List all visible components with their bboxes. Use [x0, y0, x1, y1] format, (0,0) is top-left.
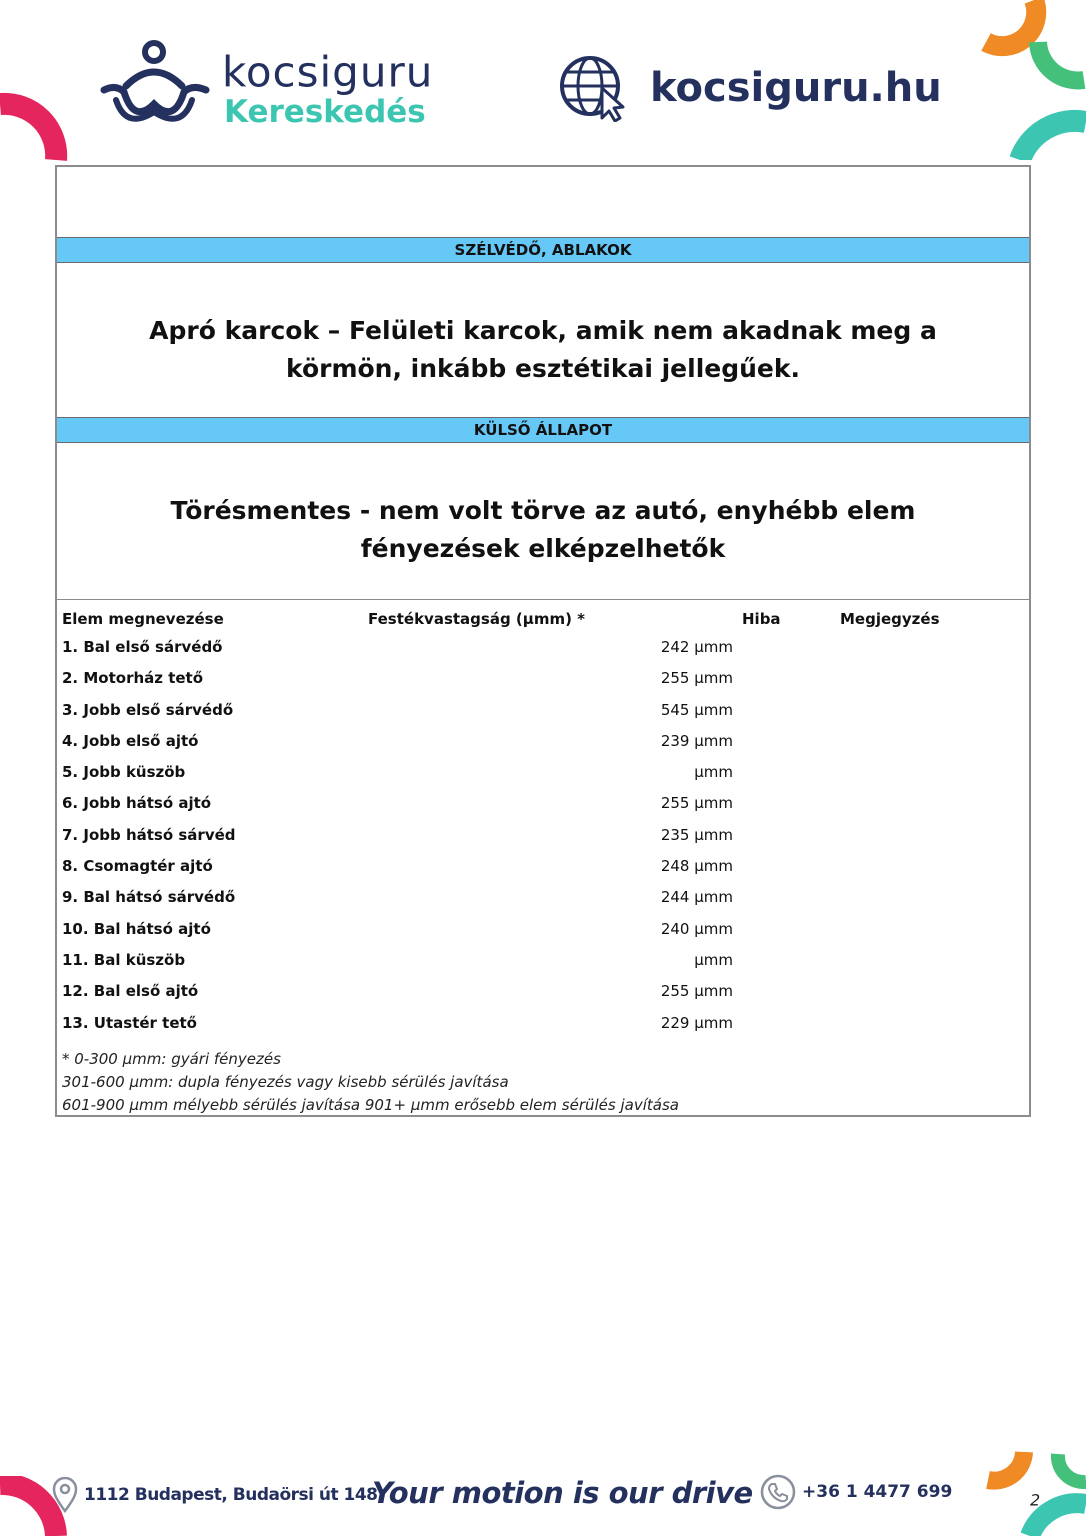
row-thickness: 240 µmm [660, 919, 733, 938]
table-header [57, 604, 1029, 632]
guru-logo-icon [96, 38, 216, 130]
row-thickness: 545 µmm [660, 700, 733, 719]
row-element: 2. Motorház tető [62, 669, 204, 688]
table-row [57, 914, 1029, 945]
inspection-report [55, 165, 1031, 1117]
header-note: Megjegyzés [840, 610, 940, 628]
section-exterior-title: KÜLSŐ ÁLLAPOT [57, 417, 1029, 443]
table-row [57, 788, 1029, 819]
page-number: 2 [1030, 1490, 1041, 1510]
table-row [57, 695, 1029, 726]
paint-thickness-table [57, 599, 1029, 1114]
row-thickness: 235 µmm [660, 825, 733, 844]
table-row [57, 945, 1029, 976]
row-thickness: 244 µmm [660, 888, 733, 907]
footer-phone[interactable]: +36 1 4477 699 [802, 1482, 953, 1502]
brand-logo [96, 38, 486, 138]
footer-slogan: Your motion is our drive [372, 1476, 753, 1510]
legend-line: * 0-300 µmm: gyári fényezés [62, 1050, 281, 1068]
table-row [57, 726, 1029, 757]
brand-name: kocsiguru [222, 47, 434, 97]
footer-address: 1112 Budapest, Budaörsi út 148. [84, 1485, 384, 1505]
table-rows [57, 632, 1029, 1039]
row-element: 4. Jobb első ajtó [62, 731, 199, 750]
header-fault: Hiba [742, 610, 781, 628]
table-row [57, 820, 1029, 851]
section-windows-title: SZÉLVÉDŐ, ABLAKOK [57, 237, 1029, 263]
row-element: 6. Jobb hátsó ajtó [62, 794, 212, 813]
header-element: Elem megnevezése [62, 610, 224, 628]
row-thickness: 248 µmm [660, 857, 733, 876]
row-element: 1. Bal első sárvédő [62, 638, 223, 656]
row-element: 13. Utastér tető [62, 1013, 197, 1032]
exterior-condition-text: Törésmentes - nem volt törve az autó, enyhébb elem fényezések elképzelhetők [170, 496, 916, 563]
table-row [57, 851, 1029, 882]
page-footer [0, 1460, 1086, 1536]
thickness-legend [62, 1048, 679, 1117]
brand-subtitle: Kereskedés [224, 94, 426, 130]
table-row [57, 882, 1029, 913]
row-thickness: µmm [694, 950, 733, 969]
row-thickness: µmm [694, 763, 733, 782]
globe-cursor-icon [558, 54, 626, 122]
location-pin-icon [52, 1477, 78, 1513]
row-element: 9. Bal hátsó sárvédő [62, 888, 236, 907]
phone-icon [760, 1474, 796, 1510]
row-element: 3. Jobb első sárvédő [62, 700, 234, 719]
row-element: 10. Bal hátsó ajtó [62, 919, 211, 938]
website-badge[interactable] [558, 52, 958, 124]
table-row [57, 663, 1029, 694]
legend-line: 301-600 µmm: dupla fényezés vagy kisebb sérülés javítása [62, 1073, 509, 1091]
row-thickness: 255 µmm [660, 794, 733, 813]
header-thickness: Festékvastagság (µmm) * [368, 610, 586, 628]
row-thickness: 229 µmm [660, 1013, 733, 1032]
row-thickness: 255 µmm [660, 669, 733, 688]
website-url[interactable]: kocsiguru.hu [650, 65, 942, 111]
table-row [57, 976, 1029, 1007]
table-row [57, 1008, 1029, 1039]
row-thickness: 255 µmm [660, 982, 733, 1001]
row-element: 5. Jobb küszöb [62, 763, 186, 782]
page-header [0, 0, 1086, 160]
table-row [57, 757, 1029, 788]
table-row [57, 632, 1029, 663]
row-thickness: 239 µmm [660, 731, 733, 750]
row-element: 12. Bal első ajtó [62, 982, 199, 1001]
row-element: 11. Bal küszöb [62, 950, 186, 969]
row-thickness: 242 µmm [660, 638, 733, 656]
row-element: 8. Csomagtér ajtó [62, 857, 213, 876]
row-element: 7. Jobb hátsó sárvéd [62, 825, 236, 844]
windows-condition-text: Apró karcok – Felületi karcok, amik nem akadnak meg a körmön, inkább esztétikai jellegűek. [149, 316, 937, 383]
legend-line: 601-900 µmm mélyebb sérülés javítása 901+ µmm erősebb elem sérülés javítása [62, 1096, 679, 1114]
